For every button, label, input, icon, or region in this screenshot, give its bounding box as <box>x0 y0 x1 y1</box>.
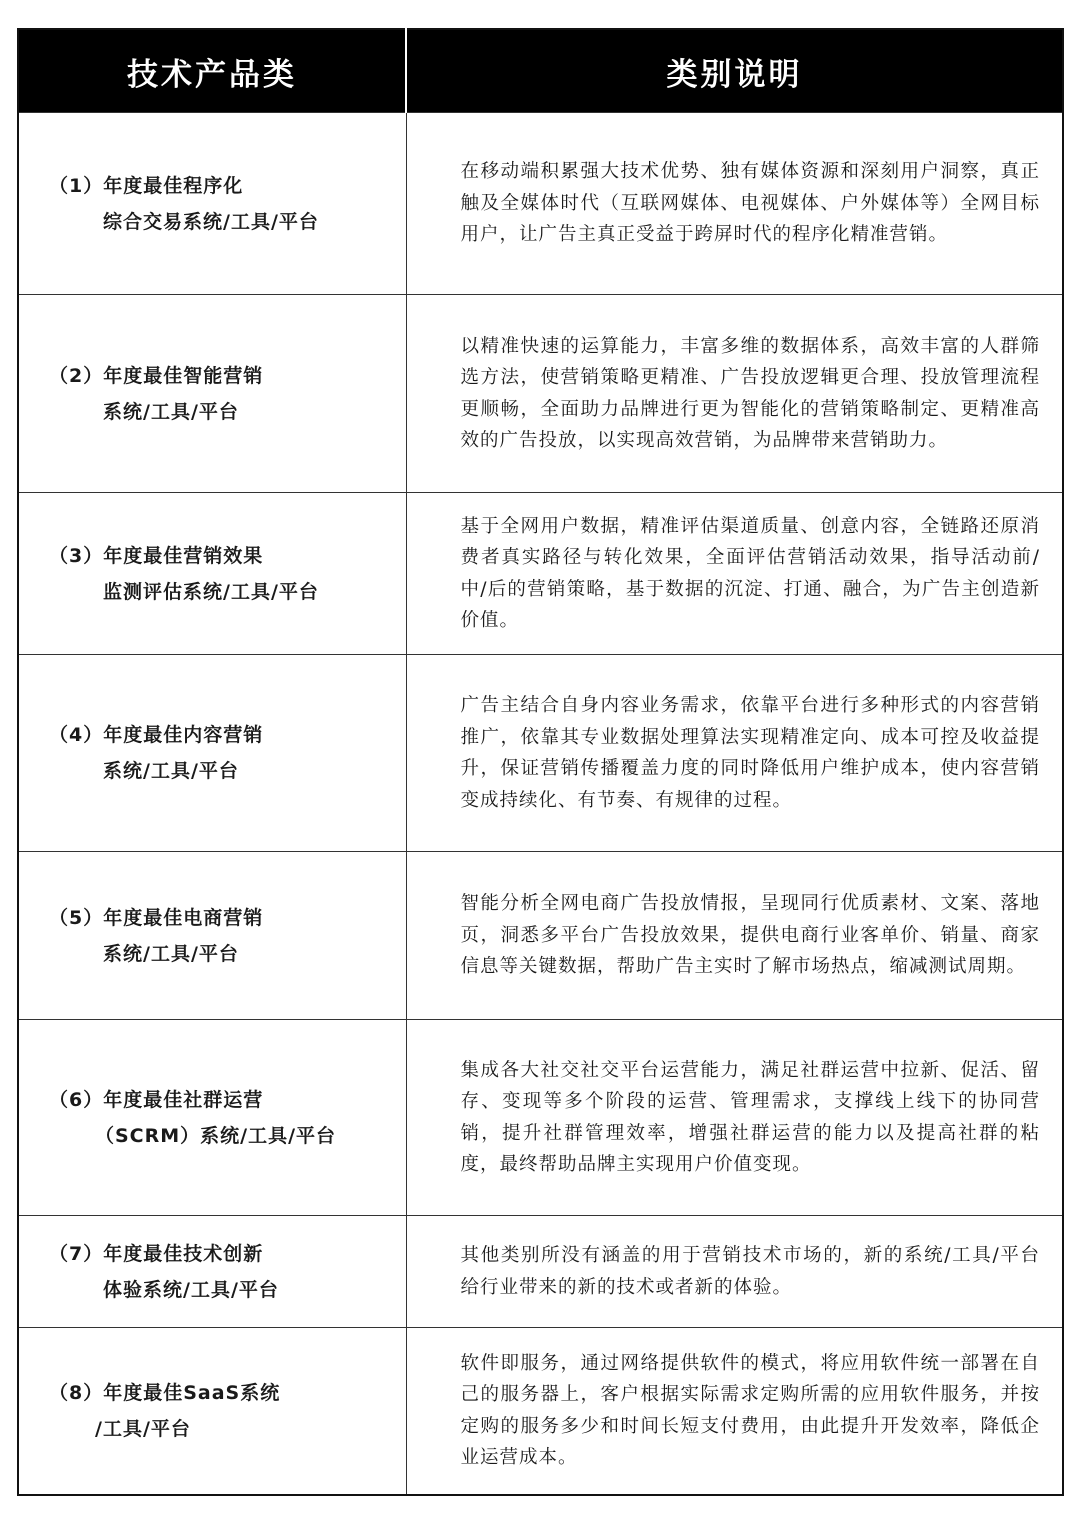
category-cell <box>18 113 406 295</box>
table-row <box>18 1020 1063 1216</box>
description-text: 在移动端积累强大技术优势、独有媒体资源和深刻用户洞察，真正触及全媒体时代（互联网媒体、电视媒体、户外媒体等）全网目标用户，让广告主真正受益于跨屏时代的程序化精准营销。 <box>460 161 1040 246</box>
description-cell <box>406 1328 1063 1495</box>
description-text: 以精准快速的运算能力，丰富多维的数据体系，高效丰富的人群筛选方法，使营销策略更精准、广告投放逻辑更合理、投放管理流程更顺畅，全面助力品牌进行更为智能化的营销策略制定、更精准高效的广告投放，以实现高效营销，为品牌带来营销助力。 <box>460 335 1040 451</box>
category-cell <box>18 493 406 655</box>
description-text: 集成各大社交社交平台运营能力，满足社群运营中拉新、促活、留存、变现等多个阶段的运营、管理需求，支撑线上线下的协同营销，提升社群管理效率，增强社群运营的能力以及提高社群的粘度，最终帮助品牌主实现用户价值变现。 <box>460 1059 1040 1175</box>
category-line-2: 系统/工具/平台 <box>103 400 239 423</box>
category-cell <box>18 852 406 1020</box>
table-header-row <box>18 29 1063 113</box>
description-cell <box>406 1020 1063 1216</box>
category-line-1: （3）年度最佳营销效果 <box>49 544 264 567</box>
category-line-1: （4）年度最佳内容营销 <box>49 724 264 746</box>
table-row <box>18 852 1063 1020</box>
category-line-1: （1）年度最佳程序化 <box>49 174 244 197</box>
category-line-2: 系统/工具/平台 <box>103 942 239 965</box>
category-cell <box>18 1328 406 1495</box>
description-text: 其他类别所没有涵盖的用于营销技术市场的，新的系统/工具/平台给行业带来的新的技术或者新的体验。 <box>460 1245 1040 1298</box>
awards-table <box>17 28 1064 1496</box>
category-cell <box>18 295 406 493</box>
category-cell <box>18 1216 406 1328</box>
table-row <box>18 1328 1063 1495</box>
description-cell <box>406 295 1063 493</box>
category-line-1: （8）年度最佳SaaS系统 <box>49 1381 281 1404</box>
category-line-2: /工具/平台 <box>95 1417 191 1440</box>
header-description: 类别说明 <box>406 29 1063 113</box>
description-text: 基于全网用户数据，精准评估渠道质量、创意内容，全链路还原消费者真实路径与转化效果，全面评估营销活动效果，指导活动前/中/后的营销策略，基于数据的沉淀、打通、融合，为广告主创造新价值。 <box>460 515 1040 631</box>
description-cell <box>406 852 1063 1020</box>
table-row <box>18 493 1063 655</box>
description-cell <box>406 655 1063 852</box>
category-line-2: 监测评估系统/工具/平台 <box>103 580 319 603</box>
category-line-2: （SCRM）系统/工具/平台 <box>95 1124 337 1147</box>
category-line-1: （2）年度最佳智能营销 <box>49 364 264 387</box>
description-text: 智能分析全网电商广告投放情报，呈现同行优质素材、文案、落地页，洞悉多平台广告投放效果，提供电商行业客单价、销量、商家信息等关键数据，帮助广告主实时了解市场热点，缩减测试周期。 <box>460 893 1040 978</box>
header-category: 技术产品类 <box>18 29 406 113</box>
category-line-2: 综合交易系统/工具/平台 <box>103 210 319 233</box>
description-cell <box>406 113 1063 295</box>
table-row <box>18 1216 1063 1328</box>
category-line-1: （6）年度最佳社群运营 <box>49 1088 264 1111</box>
description-cell <box>406 493 1063 655</box>
table-row <box>18 295 1063 493</box>
category-cell <box>18 1020 406 1216</box>
description-cell <box>406 1216 1063 1328</box>
category-line-1: （7）年度最佳技术创新 <box>49 1242 264 1265</box>
category-line-2: 系统/工具/平台 <box>103 760 239 782</box>
table-row <box>18 113 1063 295</box>
description-text: 软件即服务，通过网络提供软件的模式，将应用软件统一部署在自己的服务器上，客户根据实际需求定购所需的应用软件服务，并按定购的服务多少和时间长短支付费用，由此提升开发效率，降低企业运营成本。 <box>460 1352 1040 1469</box>
category-cell <box>18 655 406 852</box>
category-line-2: 体验系统/工具/平台 <box>103 1278 279 1301</box>
table-row <box>18 655 1063 852</box>
description-text: 广告主结合自身内容业务需求，依靠平台进行多种形式的内容营销推广，依靠其专业数据处理算法实现精准定向、成本可控及收益提升，保证营销传播覆盖力度的同时降低用户维护成本，使内容营销变成持续化、有节奏、有规律的过程。 <box>460 695 1040 811</box>
category-line-1: （5）年度最佳电商营销 <box>49 906 264 929</box>
